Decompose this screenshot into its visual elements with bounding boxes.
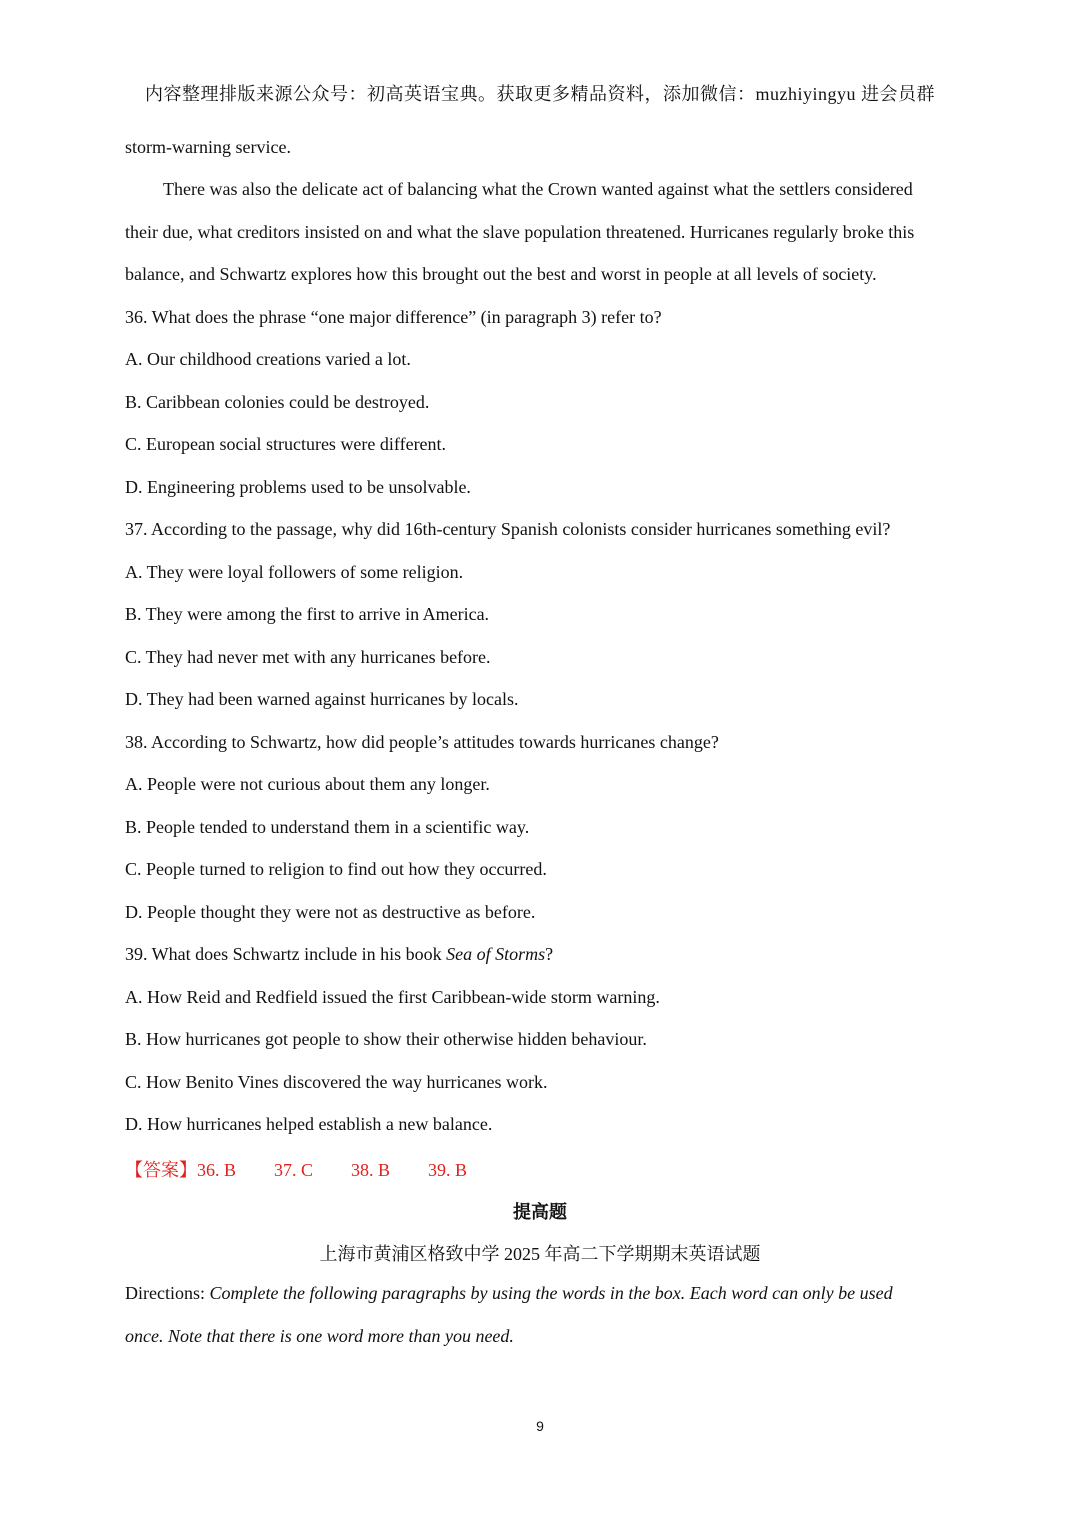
option-38c: C. People turned to religion to find out how they occurred. [125, 859, 547, 879]
answer-item: 38. B [351, 1160, 391, 1180]
option-39a: A. How Reid and Redfield issued the first Caribbean-wide storm warning. [125, 987, 660, 1007]
option-38b: B. People tended to understand them in a scientific way. [125, 817, 530, 837]
option-37a: A. They were loyal followers of some religion. [125, 562, 464, 582]
directions-continued [125, 1326, 514, 1347]
exam-title: 上海市黄浦区格致中学 2025 年高二下学期期末英语试题 [319, 1244, 761, 1264]
book-title: Sea of Storms [446, 944, 546, 964]
option-36b: B. Caribbean colonies could be destroyed. [125, 392, 430, 412]
page-header: 内容整理排版来源公众号：初高英语宝典。获取更多精品资料，添加微信：muzhiyingyu 进会员群 [145, 84, 935, 104]
question-39-stem-prefix: 39. What does Schwartz include in his book [125, 944, 447, 964]
directions-label: Directions: [125, 1283, 210, 1303]
answer-label: 【答案】 [125, 1160, 197, 1180]
answer-item: 36. B [197, 1160, 237, 1180]
option-36c: C. European social structures were different. [125, 434, 447, 454]
passage-line: their due, what creditors insisted on and what the slave population threatened. Hurricanes regularly broke this [125, 222, 915, 242]
question-38-stem: 38. According to Schwartz, how did people’s attitudes towards hurricanes change? [125, 732, 719, 752]
answer-item: 39. B [428, 1160, 468, 1180]
option-39c: C. How Benito Vines discovered the way hurricanes work. [125, 1072, 548, 1092]
option-37c: C. They had never met with any hurricanes before. [125, 647, 491, 667]
page-number: 9 [536, 1418, 544, 1434]
passage-line: balance, and Schwartz explores how this brought out the best and worst in people at all levels of society. [125, 264, 877, 284]
option-36d: D. Engineering problems used to be unsolvable. [125, 477, 471, 497]
option-38a: A. People were not curious about them any longer. [125, 774, 490, 794]
option-37d: D. They had been warned against hurricanes by locals. [125, 689, 519, 709]
directions-text: Complete the following paragraphs by using the words in the box. Each word can only be used [209, 1283, 893, 1303]
option-36a: A. Our childhood creations varied a lot. [125, 349, 411, 369]
directions-text: once. Note that there is one word more than you need. [125, 1326, 514, 1346]
passage-line: storm-warning service. [125, 137, 291, 157]
question-39-stem [125, 944, 553, 965]
passage-line: There was also the delicate act of balancing what the Crown wanted against what the settlers considered [163, 179, 913, 199]
option-39b: B. How hurricanes got people to show their otherwise hidden behaviour. [125, 1029, 647, 1049]
section-title: 提高题 [513, 1202, 567, 1222]
question-39-stem-suffix: ? [545, 944, 554, 964]
answer-key [125, 1156, 467, 1182]
answer-item: 37. C [274, 1160, 314, 1180]
question-36-stem: 36. What does the phrase “one major difference” (in paragraph 3) refer to? [125, 307, 662, 327]
option-37b: B. They were among the first to arrive in America. [125, 604, 490, 624]
option-39d: D. How hurricanes helped establish a new balance. [125, 1114, 493, 1134]
directions [125, 1283, 893, 1304]
option-38d: D. People thought they were not as destructive as before. [125, 902, 536, 922]
question-37-stem: 37. According to the passage, why did 16th-century Spanish colonists consider hurricanes something evil? [125, 519, 891, 539]
